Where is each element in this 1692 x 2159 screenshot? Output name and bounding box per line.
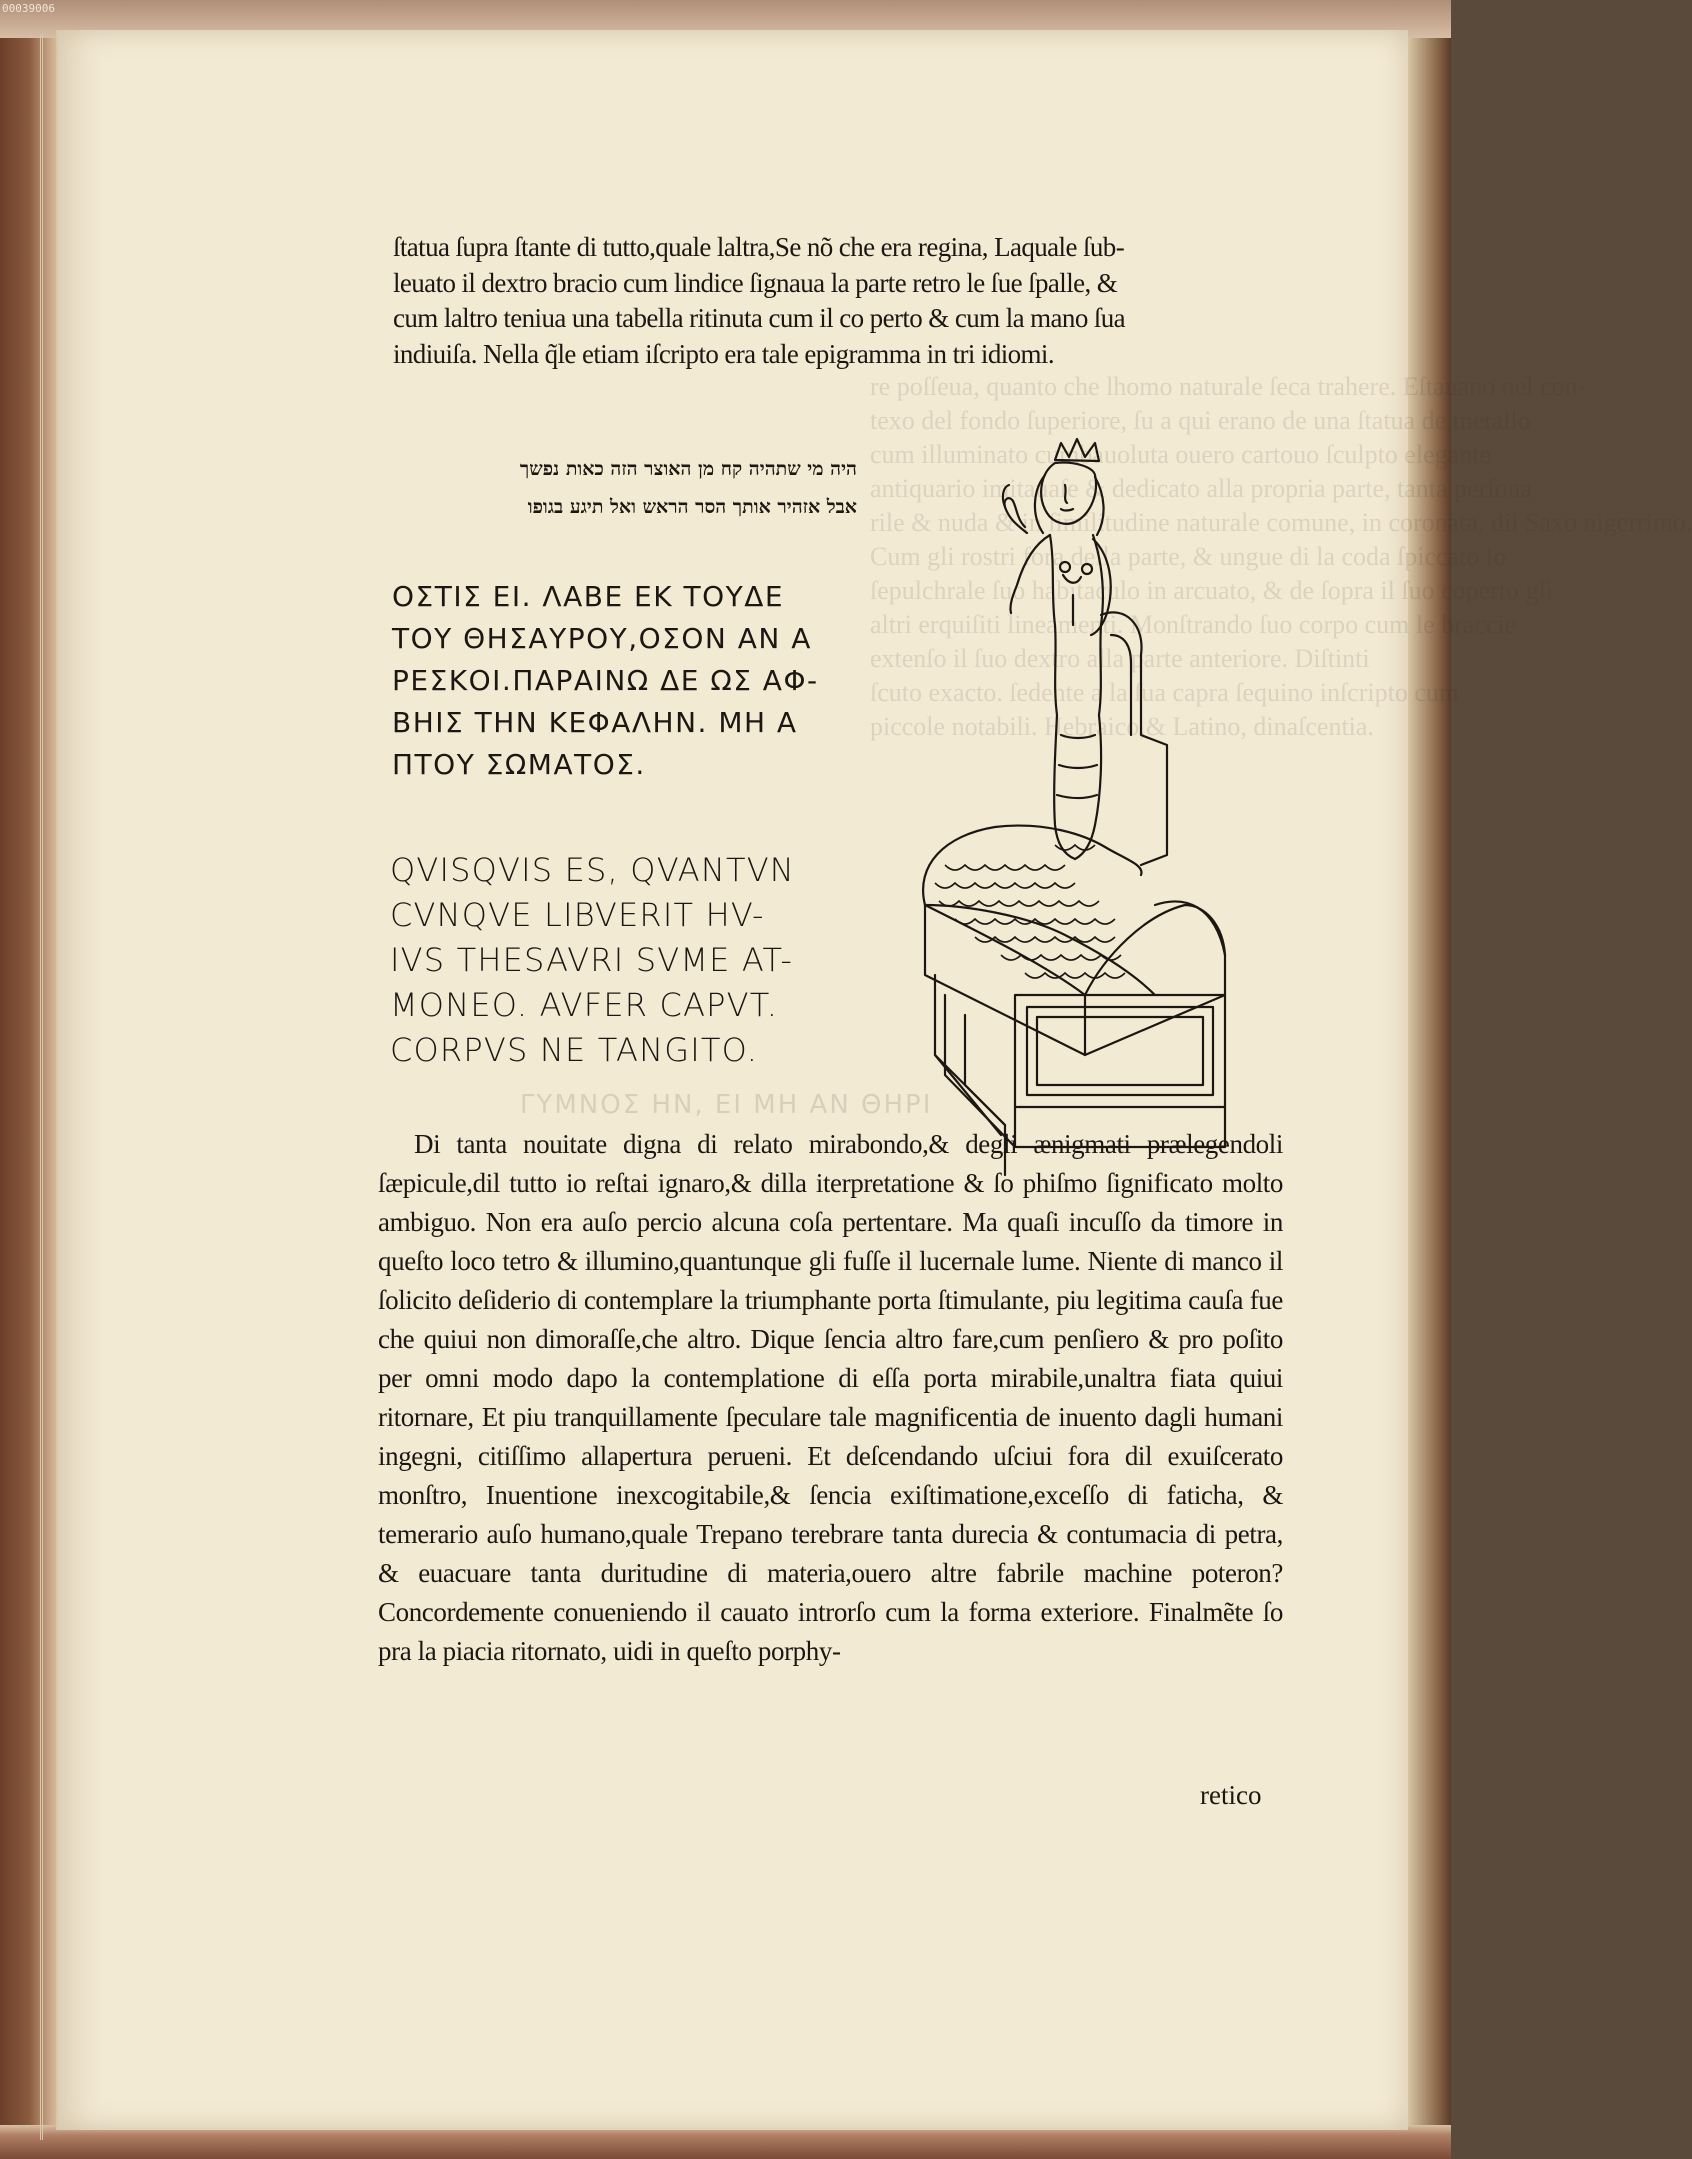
latin-line: CORPVS NE TANGITO. xyxy=(390,1031,759,1069)
book-bottom-edge xyxy=(0,2125,1451,2159)
show-through-text: re poſſeua, quanto che lhomo naturale ſeca trahere. Eſtauano nel con- texo del fondo ſuperiore, ſu a qui erano de una ſtatua de metallo cum illuminato cumbauoluta ouero cartouo ſculpto elegante antiquario imitauaſe & dedicato alla propria parte, tanta perſona rile & nuda & in ſimilitudine naturale comune, in coronata, dil Saxo nigerrimo. Cum gli rostri fora della parte, & ungue di la coda ſpiccato lo ſepulchrale ſuo habitaculo in arcuato, & de ſopra il ſuo coperto gli altri erquiſiti lineamenti. Monſtrando ſuo corpo cum le braccie extenſo il ſuo dextro alla parte anteriore. Diſtinti ſcuto exacto. ſedente a la ſua capra ſequino inſcripto cum piccole notabili. Hebraico,& Latino, dinaſcentia. xyxy=(870,372,1692,741)
greek-inscription xyxy=(392,576,872,786)
text-line: cum laltro teniua una tabella ritinuta cum il co perto & cum la mano ſua xyxy=(393,303,1126,333)
latin-line: MONEO. AVFER CAPVT. xyxy=(390,986,779,1024)
latin-inscription xyxy=(390,848,880,1073)
body-paragraph xyxy=(378,1125,1283,1671)
show-through-greek: ΓΥΜΝΟΣ ΗΝ, ΕΙ ΜΗ ΑΝ ΘΗΡΙ xyxy=(520,1090,933,1120)
greek-line: ΠΤΟΥ ΣΩΜΑΤΟΣ. xyxy=(392,748,646,781)
latin-line: QVISQVIS ES, QVANTVN xyxy=(390,851,795,889)
top-paragraph xyxy=(393,230,1298,372)
greek-line: ΒΗΙΣ ΤΗΝ ΚΕΦΑΛΗΝ. ΜΗ Α xyxy=(392,706,798,739)
latin-line: CVNQVE LIBVERIT HV- xyxy=(390,896,765,934)
text-line: leuato il dextro bracio cum lindice ſignaua la parte retro le ſue ſpalle, & xyxy=(393,267,1118,298)
catchword: retico xyxy=(1200,1780,1262,1810)
greek-line: ΟΣΤΙΣ ΕΙ. ΛΑΒΕ ΕΚ ΤΟΥΔΕ xyxy=(392,580,785,613)
text-line: indiuiſa. Nella q̃le etiam iſcripto era tale epigramma in tri idiomi. xyxy=(393,338,1054,369)
woodcut-illustration xyxy=(905,435,1240,1105)
greek-line: ΤΟΥ ΘΗΣΑΥΡΟΥ,ΟΣΟΝ ΑΝ Α xyxy=(392,622,812,655)
latin-line: IVS THESAVRI SVME AT- xyxy=(390,941,794,979)
hebrew-inscription xyxy=(392,450,857,526)
greek-line: ΡΕΣΚΟΙ.ΠΑΡΑΙΝΩ ΔΕ ΩΣ ΑΦ- xyxy=(392,664,819,697)
text-line: ſtatua ſupra ſtante di tutto,quale laltra,Se nõ che era regina, Laquale ſub- xyxy=(393,232,1125,262)
hebrew-line: אבל אזהיר אותך הסר הראש ואל תיגע בגופו xyxy=(527,496,857,518)
body-text: Di tanta nouitate digna di relato mirabondo,& degli ænigmati prælegendoli ſæpicule,dil tutto io reſtai ignaro,& dilla iterpretatione & ſo phiſmo ſignificato molto ambiguo. Non era auſo percio alcuna coſa pertentare. Ma quaſi incuſſo da timore in queſto loco tetro & illumino,quantunque gli fuſſe il lucernale lume. Niente di manco il ſolicito deſiderio di contemplare la triumphante porta ſtimulante, piu legitima cauſa fue che quiui non dimoraſſe,che altro. Dique ſencia altro fare,cum penſiero & pro poſito per omni modo dapo la contemplatione di eſſa porta mirabile,unaltra fiata quiui ritornare, Et piu tranquillamente ſpeculare tale magnificentia de inuento dagli humani ingegni, citiſſimo allapertura perueni. Et deſcendando uſciui fora dil exuiſcerato monſtro, Inuentione inexcogitabile,& ſencia exiſtimatione,exceſſo di faticha, & temerario auſo humano,quale Trepano terebrare tanta durecia & contumacia di petra, & euacuare tanta duritudine di materia,ouero altre fabrile machine poteron? Concordemente conueniendo il cauato introrſo cum la forma exteriore. Finalmẽte ſo pra la piacia ritornato, uidi in queſto porphy- xyxy=(378,1129,1283,1666)
hebrew-line: היה מי שתהיה קח מן האוצר הזה כאות נפשך xyxy=(519,458,857,480)
archive-id: 00039006 xyxy=(2,2,55,15)
